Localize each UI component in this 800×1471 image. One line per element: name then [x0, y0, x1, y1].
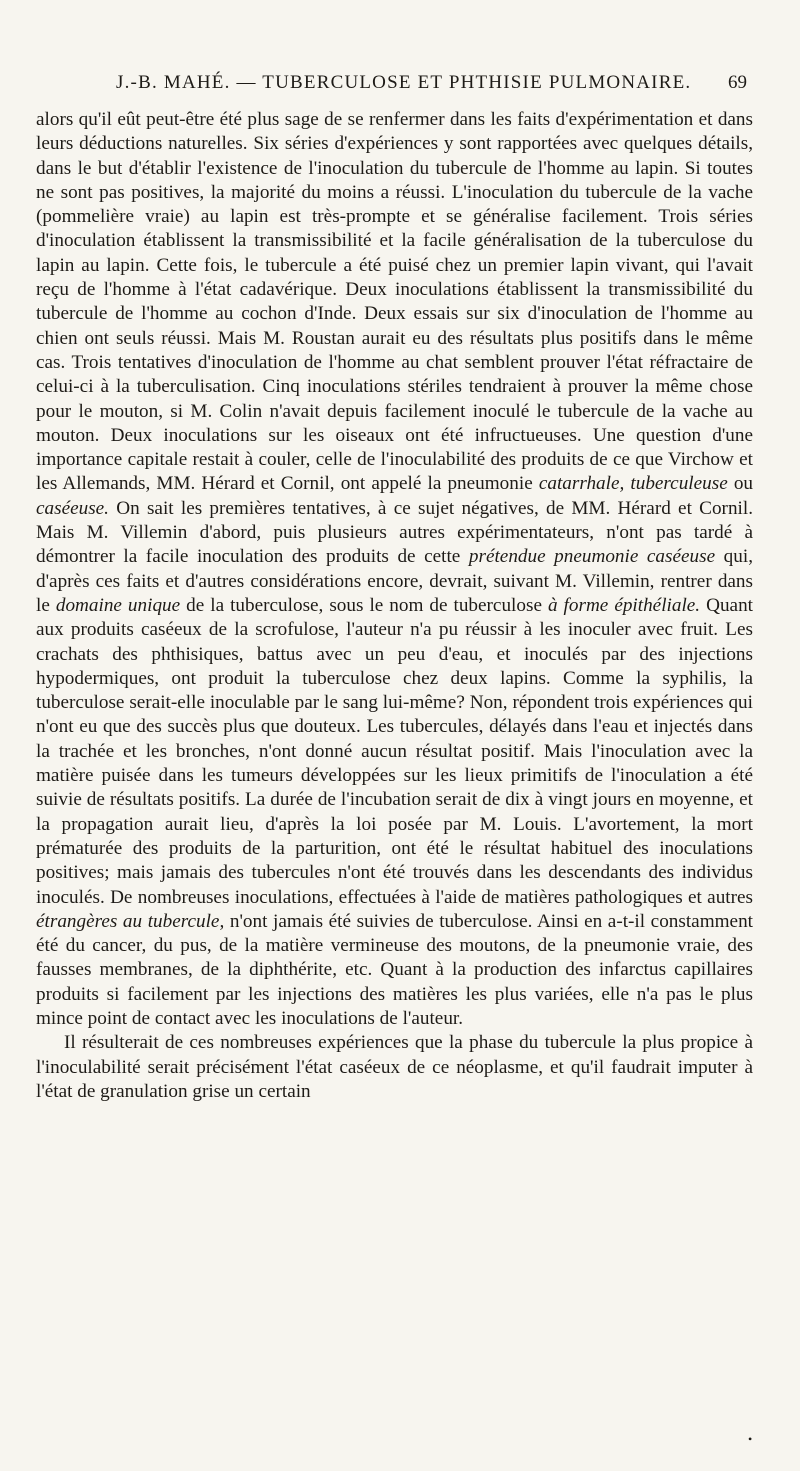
page-number: 69: [728, 72, 747, 93]
running-header: [0, 72, 800, 102]
corner-mark: •: [748, 1432, 753, 1446]
italic-term: catarrhale, tuberculeuse: [538, 473, 728, 495]
paragraph: [36, 108, 753, 1031]
italic-term: prétendue pneumonie caséeuse: [468, 546, 716, 568]
italic-term: caséeuse.: [36, 497, 109, 519]
text-run: Quant aux produits caséeux de la scrofulose, l'auteur n'a pu réussir à les inoculer avec fruit. Les crachats des phthisiques, battus avec un peu d'eau, et inoculés par des injections hypodermiques, ont produit la tuberculose chez deux lapins. Comme la syphilis, la tuberculose serait-elle inoculable par le sang lui-même? Non, répondent trois expériences qui n'ont eu que des succès plus que douteux. Les tubercules, délayés dans l'eau et injectés dans la trachée et les bronches, n'ont donné aucun résultat positif. Mais l'inoculation avec la matière puisée dans les tumeurs développées sur les lieux primitifs de l'inoculation a été suivie de résultats positifs. La durée de l'incubation serait de dix à vingt jours en moyenne, et la propagation aurait lieu, d'après la loi posée par M. Louis. L'avortement, la mort prématurée des produits de la parturition, ont été le résultat habituel des inoculations positives; mais jamais des tubercules n'ont été trouvés dans les descendants des individus inoculés. De nombreuses inoculations, effectuées à l'aide de matières pathologiques et autres: [36, 594, 754, 908]
text-run: On sait les premières tentatives, à ce sujet négatives, de MM. Hérard et Cornil. Mais M. Villemin d'abord, puis plusieurs autres expérimentateurs, n'ont pas tardé à démontrer la facile inoculation des produits de cette: [36, 497, 753, 568]
running-title: J.-B. MAHÉ. — TUBERCULOSE ET PHTHISIE PULMONAIRE.: [116, 72, 692, 93]
italic-term: à forme épithéliale.: [547, 594, 701, 616]
text-run: n'ont jamais été suivies de tuberculose. Ainsi en a-t-il constamment été du cancer, du pus, de la matière vermineuse des moutons, de la pneumonie vraie, des fausses membranes, de la diphthérite, etc. Quant à la production des infarctus capillaires produits si facilement par les injections des matières les plus variées, elle n'a pas le plus mince point de contact avec les inoculations de l'auteur.: [36, 910, 753, 1029]
body-text: [36, 108, 753, 1104]
text-run: de la tuberculose, sous le nom de tuberculose: [186, 594, 542, 616]
text-run: ou: [733, 473, 754, 495]
text-run: qui, d'après ces faits et d'autres considérations encore, devrait, suivant M. Villemin, rentrer dans le: [36, 546, 753, 616]
italic-term: domaine unique: [55, 594, 181, 616]
paragraph: Il résulterait de ces nombreuses expériences que la phase du tubercule la plus propice à l'inoculabilité serait précisément l'état caséeux de ce néoplasme, et qu'il faudrait imputer à l'état de granulation grise un certain: [36, 1032, 753, 1102]
text-run: alors qu'il eût peut-être été plus sage de se renfermer dans les faits d'expérimentation et dans leurs déductions naturelles. Six séries d'expériences y sont rapportées avec quelques détails, dans le but d'établir l'existence de l'inoculation du tubercule de l'homme au lapin. Si toutes ne sont pas positives, la majorité du moins a réussi. L'inoculation du tubercule de la vache (pommelière vraie) au lapin est très-prompte et se généralise facilement. Trois séries d'inoculation établissent la transmissibilité et la facile généralisation de la tuberculose du lapin au lapin. Cette fois, le tubercule a été puisé chez un premier lapin vivant, qui l'avait reçu de l'homme à l'état cadavérique. Deux inoculations établissent la transmissibilité du tubercule de l'homme au cochon d'Inde. Deux essais sur six d'inoculation de l'homme au chien ont seuls réussi. Mais M. Roustan aurait eu des résultats plus positifs dans le même cas. Trois tentatives d'inoculation de l'homme au chat semblent prouver l'état réfractaire de celui-ci à la tuberculisation. Cinq inoculations stériles tendraient à prouver la même chose pour le mouton, si M. Colin n'avait depuis facilement inoculé le tubercule de la vache au mouton. Deux inoculations sur les oiseaux ont été infructueuses. Une question d'une importance capitale restait à couler, celle de l'inoculabilité des produits de ce que Virchow et les Allemands, MM. Hérard et Cornil, ont appelé la pneumonie: [36, 109, 753, 495]
italic-term: étrangères au tubercule,: [36, 910, 225, 932]
